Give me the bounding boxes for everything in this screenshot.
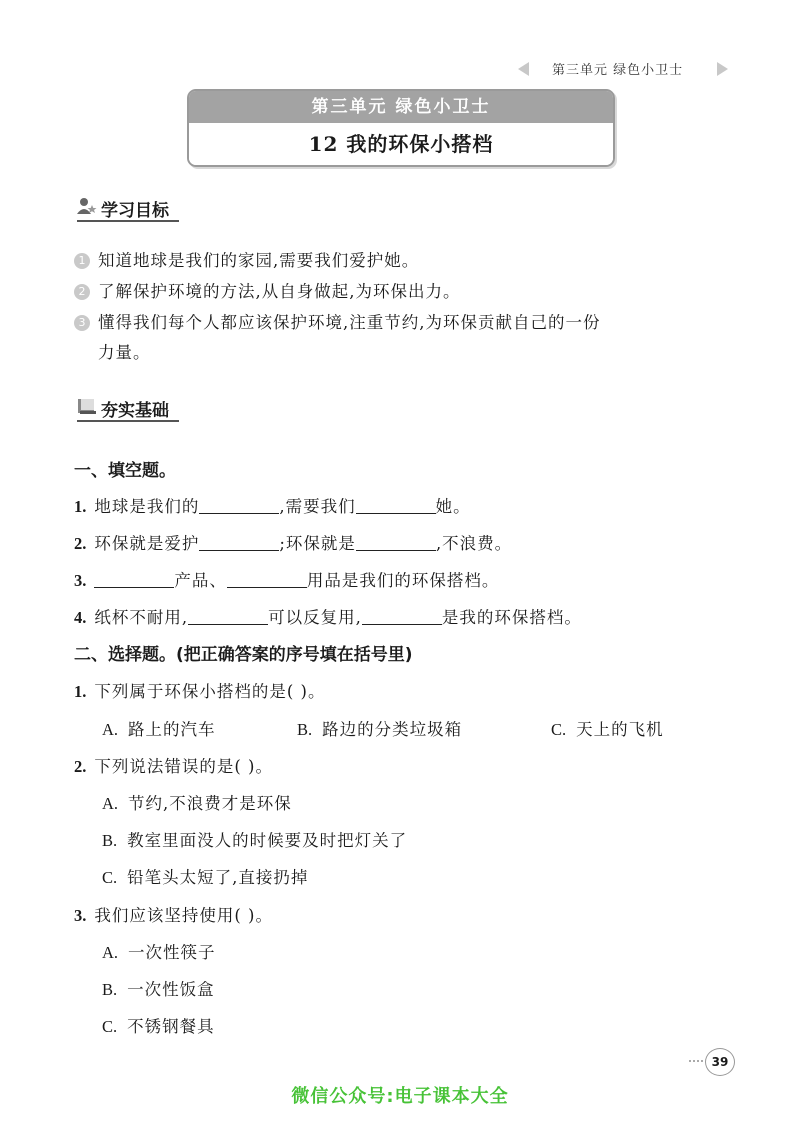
answer-blank[interactable]	[94, 569, 174, 588]
fill-question-4	[74, 604, 582, 628]
answer-blank[interactable]	[356, 495, 436, 514]
option-letter: C.	[102, 1017, 118, 1036]
question-text: 是我的环保搭档。	[441, 608, 582, 627]
choice-question-3	[74, 902, 273, 926]
page-number	[703, 1046, 737, 1076]
question-number: 3.	[74, 906, 87, 925]
goal-number: 3	[74, 315, 90, 331]
option-text: 节约,不浪费才是环保	[128, 794, 292, 813]
choice-question-1	[74, 678, 326, 702]
option-c[interactable]	[551, 716, 664, 740]
option-text: 教室里面没人的时候要及时把灯关了	[127, 831, 408, 850]
question-number: 4.	[74, 608, 87, 627]
option-b[interactable]	[297, 716, 462, 740]
goal-item	[74, 312, 601, 334]
question-text: 产品、	[174, 571, 227, 590]
fill-question-3	[74, 567, 499, 591]
question-number: 2.	[74, 757, 87, 776]
goal-number: 2	[74, 284, 90, 300]
question-text: ,不浪费。	[435, 534, 513, 553]
lesson-title: 12 我的环保小搭档	[189, 123, 613, 165]
answer-blank[interactable]	[199, 532, 279, 551]
question-number: 3.	[74, 571, 87, 590]
option-letter: A.	[102, 794, 119, 813]
goals-heading-label: 学习目标	[101, 201, 169, 221]
option-text: 铅笔头太短了,直接扔掉	[127, 868, 309, 887]
answer-blank[interactable]	[362, 606, 442, 625]
question-number: 2.	[74, 534, 87, 553]
basics-heading-underline	[77, 420, 179, 422]
question-text: 我们应该坚持使用( )。	[94, 906, 273, 925]
unit-title: 第三单元 绿色小卫士	[189, 91, 613, 123]
option-a[interactable]	[102, 939, 216, 963]
answer-blank[interactable]	[356, 532, 436, 551]
left-triangle-icon	[518, 62, 529, 76]
question-text: 环保就是爱护	[94, 534, 200, 553]
question-text: 地球是我们的	[94, 497, 200, 516]
option-b[interactable]	[102, 827, 407, 851]
option-letter: A.	[102, 943, 119, 962]
question-text: ,需要我们	[279, 497, 356, 516]
goal-text: 了解保护环境的方法,从自身做起,为环保出力。	[98, 282, 461, 301]
right-triangle-icon	[717, 62, 728, 76]
running-header-title: 第三单元 绿色小卫士	[552, 63, 684, 78]
option-b[interactable]	[102, 976, 215, 1000]
option-a[interactable]	[102, 790, 292, 814]
fill-blank-heading: 一、填空题。	[74, 461, 176, 481]
answer-blank[interactable]	[227, 569, 307, 588]
fill-question-2	[74, 530, 512, 554]
option-c[interactable]	[102, 1013, 215, 1037]
option-text: 路边的分类垃圾箱	[322, 720, 463, 739]
running-header	[518, 58, 728, 78]
question-text: 纸杯不耐用,	[94, 608, 189, 627]
option-text: 天上的飞机	[576, 720, 664, 739]
goals-heading-underline	[77, 220, 179, 222]
question-number: 1.	[74, 682, 87, 701]
option-c[interactable]	[102, 864, 308, 888]
goal-item	[74, 250, 419, 272]
choice-heading: 二、选择题。(把正确答案的序号填在括号里)	[74, 645, 413, 665]
option-letter: B.	[102, 831, 118, 850]
option-text: 不锈钢餐具	[127, 1017, 215, 1036]
question-text: 下列说法错误的是( )。	[94, 757, 273, 776]
choice-question-2	[74, 753, 273, 777]
basics-heading-label: 夯实基础	[101, 401, 169, 421]
watermark: 微信公众号:电子课本大全	[291, 1086, 509, 1107]
page-number-label: 39	[705, 1048, 735, 1076]
goal-item	[74, 281, 461, 303]
option-a[interactable]	[102, 716, 216, 740]
dotted-line-icon	[689, 1060, 703, 1062]
question-text: 用品是我们的环保搭档。	[306, 571, 500, 590]
option-text: 路上的汽车	[128, 720, 216, 739]
option-letter: A.	[102, 720, 119, 739]
answer-blank[interactable]	[199, 495, 279, 514]
book-icon	[77, 397, 97, 415]
question-text: 可以反复用,	[268, 608, 362, 627]
goal-text: 知道地球是我们的家园,需要我们爱护她。	[98, 251, 420, 270]
option-text: 一次性饭盒	[127, 980, 215, 999]
goal-text-continued: 力量。	[98, 343, 151, 362]
question-number: 1.	[74, 497, 87, 516]
goal-number: 1	[74, 253, 90, 269]
lesson-title-box	[187, 89, 615, 167]
option-letter: B.	[102, 980, 118, 999]
option-letter: B.	[297, 720, 313, 739]
goal-text: 懂得我们每个人都应该保护环境,注重节约,为环保贡献自己的一份	[98, 313, 601, 332]
option-letter: C.	[551, 720, 567, 739]
fill-question-1	[74, 493, 471, 517]
option-text: 一次性筷子	[128, 943, 216, 962]
option-letter: C.	[102, 868, 118, 887]
question-text: 下列属于环保小搭档的是( )。	[94, 682, 326, 701]
person-star-icon	[77, 197, 97, 215]
answer-blank[interactable]	[188, 606, 268, 625]
question-text: ;环保就是	[279, 534, 356, 553]
question-text: 她。	[435, 497, 471, 516]
